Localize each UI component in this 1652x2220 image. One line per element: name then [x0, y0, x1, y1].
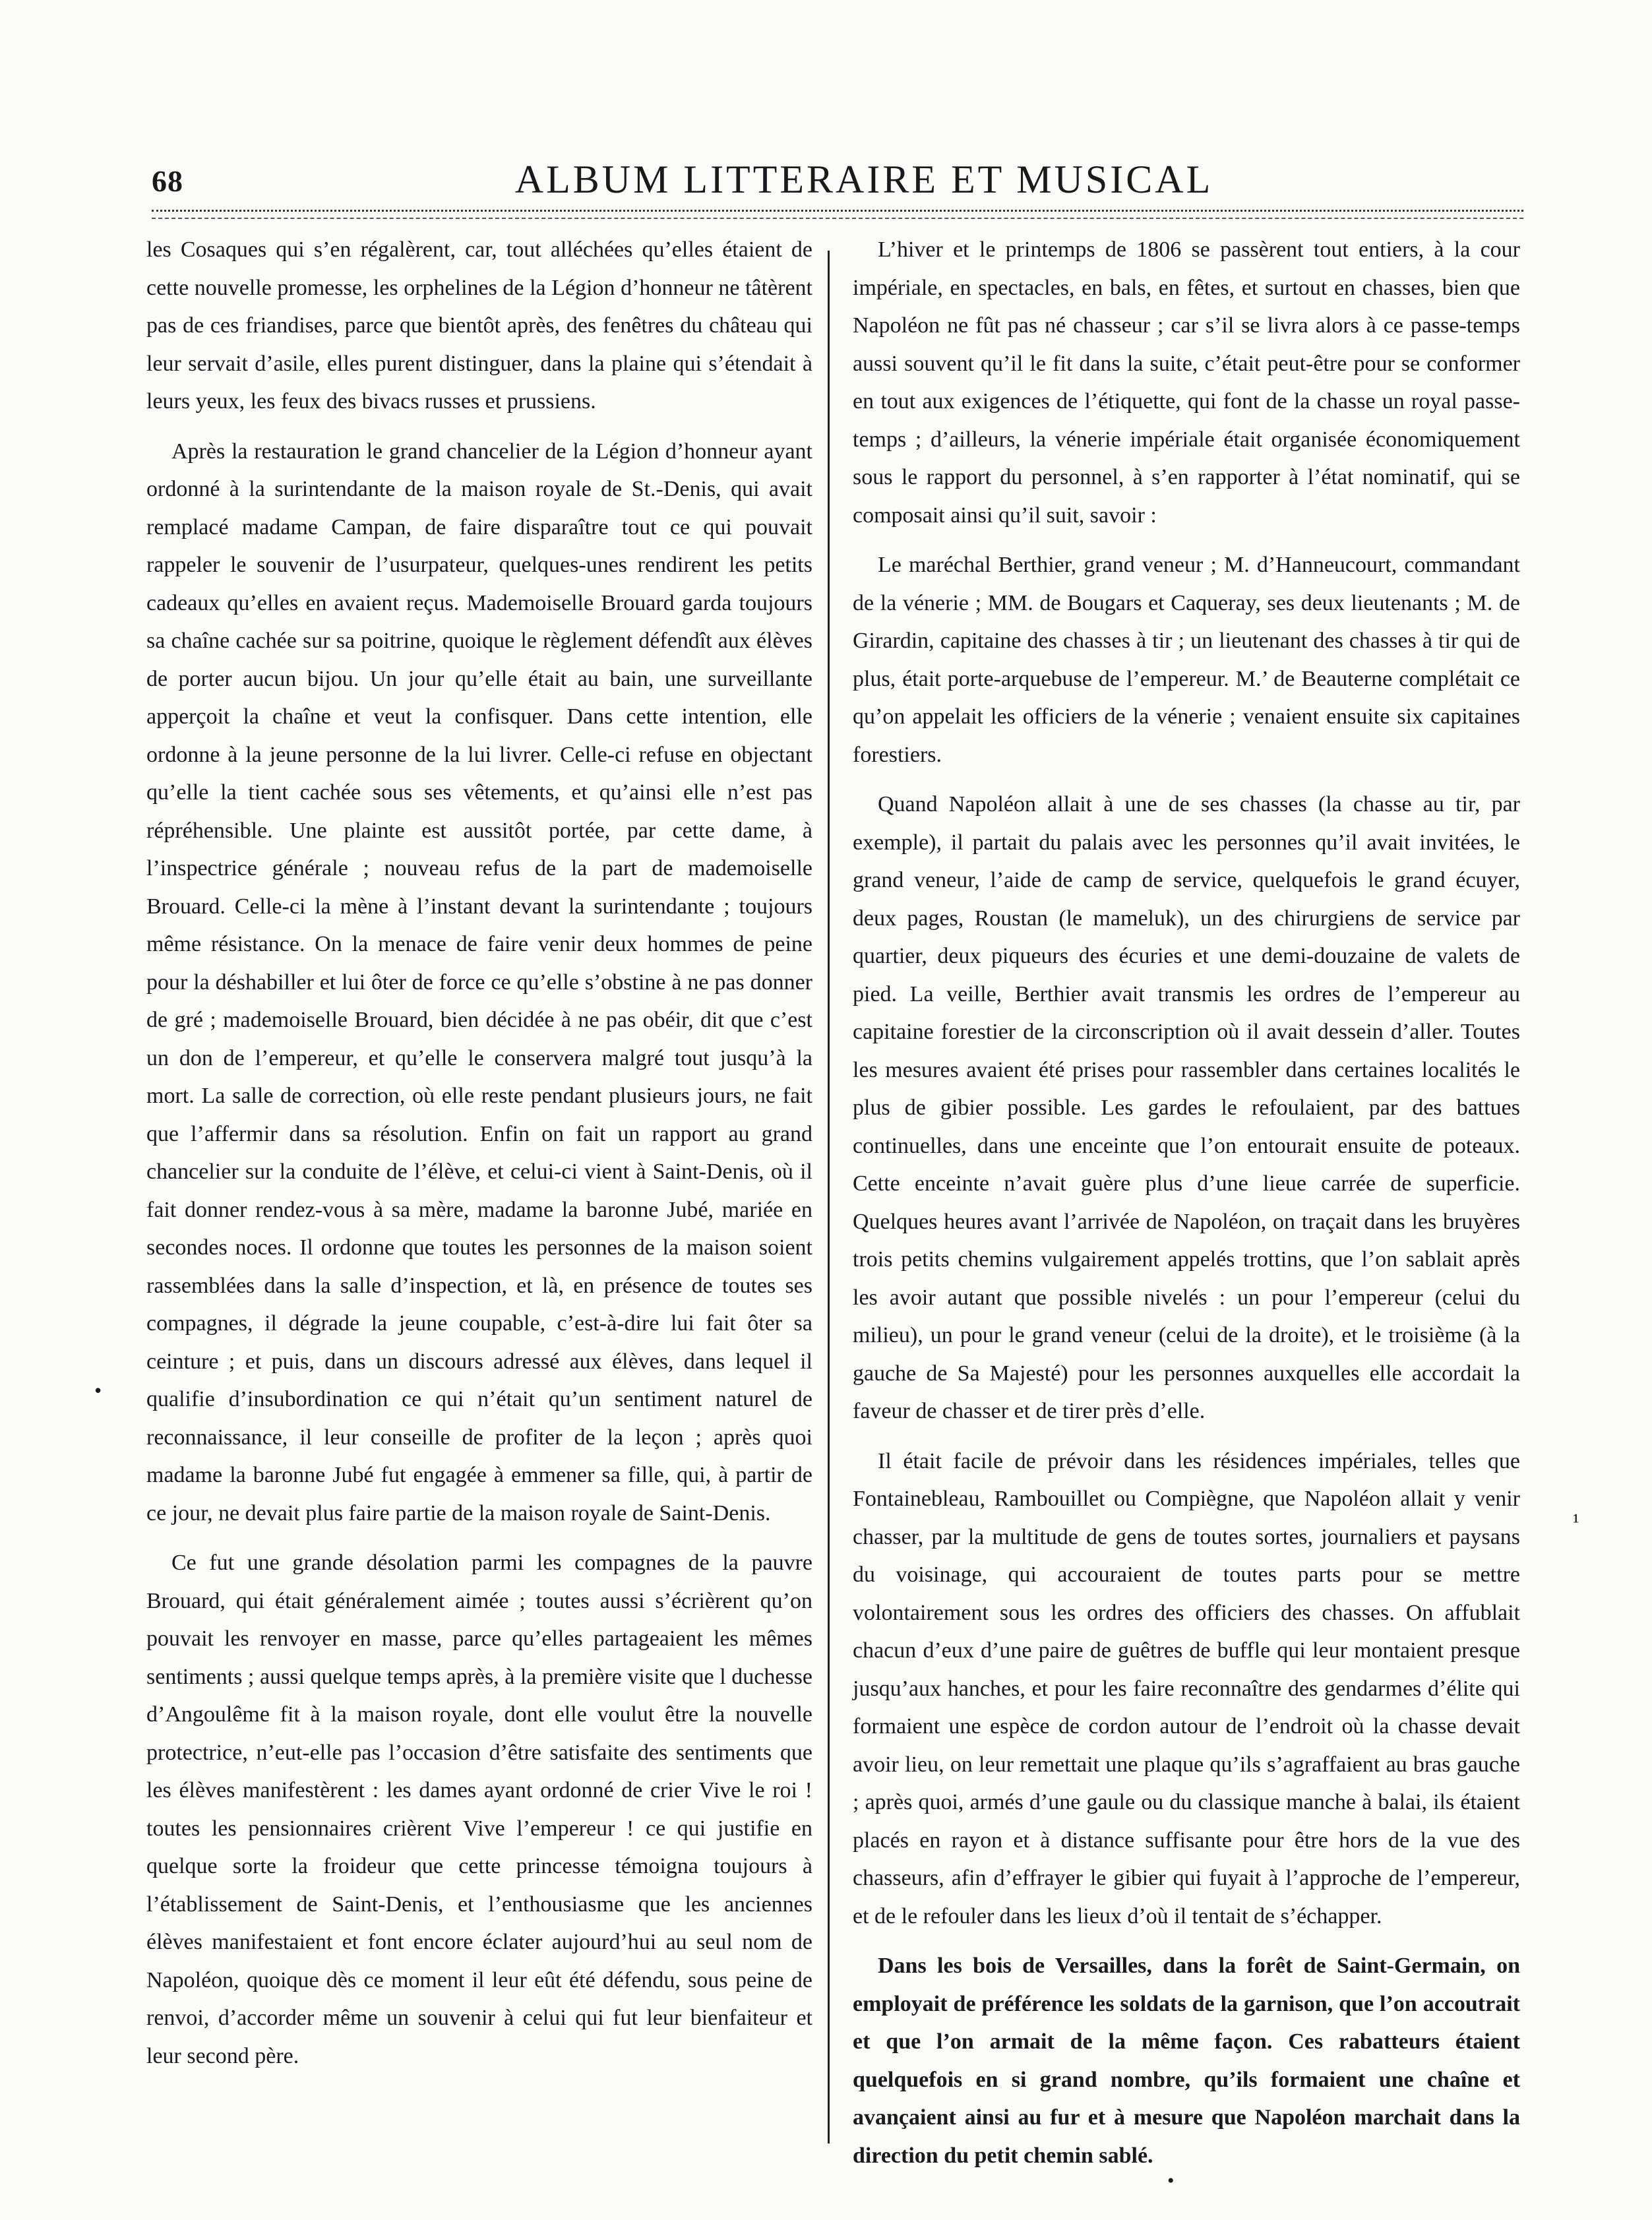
- left-column: [146, 231, 812, 2087]
- stray-mark-right: ¹: [1573, 1509, 1579, 1533]
- page-header: [152, 157, 1523, 210]
- right-paragraph-4: Il était facile de prévoir dans les résidences impériales, telles que Fontainebleau, Rambouillet ou Compiègne, que Napoléon allait y venir chasser, par la multitude de gens de toutes sortes, journaliers et paysans du voisinage, qui accouraient de toutes parts pour se mettre volontairement sous les ordres des officiers des chasses. On affublait chacun d’eux d’une paire de guêtres de buffle qui leur montaient presque jusqu’aux hanches, et pour les faire reconnaître des gendarmes d’élite qui formaient une espèce de cordon autour de l’endroit où la chasse devait avoir lieu, on leur remettait une plaque qu’ils s’agraffaient au bras gauche ; après quoi, armés d’une gaule ou du classique manche à balai, ils étaient placés en rayon et à distance suffisante pour être hors de la vue des chasseurs, afin d’effrayer le gibier qui fuyait à l’approche de l’empereur, et de le refouler dans les lieux d’où il tentait de s’échapper.: [853, 1448, 1520, 1928]
- right-paragraph-3: Quand Napoléon allait à une de ses chasses (la chasse au tir, par exemple), il partait du palais avec les personnes qu’il avait invitées, le grand veneur, l’aide de camp de service, quelquefois le grand écuyer, deux pages, Roustan (le mameluk), un des chirurgiens de service par quartier, deux piqueurs des écuries et une demi-douzaine de valets de pied. La veille, Berthier avait transmis les ordres de l’empereur au capitaine forestier de la circonscription où il avait dessein d’aller. Toutes les mesures avaient été prises pour rassembler dans certaines localités le plus de gibier possible. Les gardes le refoulaient, par des battues continuelles, dans une enceinte que l’on entourait ensuite de poteaux. Cette enceinte n’avait guère plus d’une lieue carrée de superficie. Quelques heures avant l’arrivée de Napoléon, on traçait dans les bruyères trois petits chemins vulgairement appelés trottins, que l’on sablait après les avoir autant que possible nivelés : un pour l’empereur (celui du milieu), un pour le grand veneur (celui de la droite), et le troisième (à la gauche de Sa Majesté) pour les personnes auxquelles elle accordait la faveur de chasser et de tirer près d’elle.: [853, 792, 1520, 1423]
- column-divider: [828, 251, 830, 2143]
- page-number: 68: [152, 164, 183, 198]
- left-paragraph-2: Après la restauration le grand chancelier de la Légion d’honneur ayant ordonné à la surintendante de la maison royale de St.-Denis, qui avait remplacé madame Campan, de faire disparaître tout ce qui pouvait rappeler le souvenir de l’usurpateur, quelques-unes rendirent les petits cadeaux qu’elles en avaient reçus. Mademoiselle Brouard garda toujours sa chaîne cachée sur sa poitrine, quoique le règlement défendît aux élèves de porter aucun bijou. Un jour qu’elle était au bain, une surveillante apperçoit la chaîne et veut la confisquer. Dans cette intention, elle ordonne à la jeune personne de la lui livrer. Celle-ci refuse en objectant qu’elle la tient cachée sous ses vêtements, et qu’ainsi elle n’est pas répréhensible. Une plainte est aussitôt portée, par cette dame, à l’inspectrice générale ; nouveau refus de la part de mademoiselle Brouard. Celle-ci la mène à l’instant devant la surintendante ; toujours même résistance. On la menace de faire venir deux hommes de peine pour la déshabiller et lui ôter de force ce qu’elle s’obstine à ne pas donner de gré ; mademoiselle Brouard, bien décidée à ne pas obéir, dit que c’est un don de l’empereur, et qu’elle le conservera malgré tout jusqu’à la mort. La salle de correction, où elle reste pendant plusieurs jours, ne fait que l’affermir dans sa résolution. Enfin on fait un rapport au grand chancelier sur la conduite de l’élève, et celui-ci vient à Saint-Denis, où il fait donner rendez-vous à sa mère, madame la baronne Jubé, mariée en secondes noces. Il ordonne que toutes les personnes de la maison soient rassemblées dans la salle d’inspection, et là, en présence de toutes ses compagnes, il dégrade la jeune coupable, c’est-à-dire lui fait ôter sa ceinture ; et puis, dans un discours adressé aux élèves, dans lequel il qualifie d’insubordination ce qui n’était qu’un sentiment naturel de reconnaissance, il leur conseille de profiter de la leçon ; après quoi madame la baronne Jubé fut engagée à emmener sa fille, qui, à partir de ce jour, ne devait plus faire partie de la maison royale de Saint-Denis.: [146, 439, 812, 1526]
- right-paragraph-1: L’hiver et le printemps de 1806 se passèrent tout entiers, à la cour impériale, en spectacles, en bals, en fêtes, et surtout en chasses, bien que Napoléon ne fût pas né chasseur ; car s’il se livra alors à ce passe-temps aussi souvent qu’il le fit dans la suite, c’était peut-être pour se conformer en tout aux exigences de l’étiquette, qui font de la chasse un royal passe-temps ; d’ailleurs, la vénerie impériale était organisée économiquement sous le rapport du personnel, à s’en rapporter à l’état nominatif, qui se composait ainsi qu’il suit, savoir :: [853, 237, 1520, 528]
- right-column: [853, 231, 1520, 2186]
- running-title: ALBUM LITTERAIRE ET MUSICAL: [514, 158, 1213, 201]
- left-paragraph-3: Ce fut une grande désolation parmi les compagnes de la pauvre Brouard, qui était généralement aimée ; toutes aussi s’écrièrent qu’on pouvait les renvoyer en masse, parce qu’elles partageaient les mêmes sentiments ; aussi quelque temps après, à la première visite que l duchesse d’Angoulême fit à la maison royale, dont elle voulut être la nouvelle protectrice, n’eut-elle pas l’occasion d’être satisfaite des sentiments que les élèves manifestèrent : les dames ayant ordonné de crier Vive le roi ! toutes les pensionnaires crièrent Vive l’empereur ! ce qui justifie en quelque sorte la froideur que cette princesse témoigna toujours à l’établissement de Saint-Denis, et l’enthousiasme que les anciennes élèves manifestaient et font encore éclater aujourd’hui au seul nom de Napoléon, quoique dès ce moment il leur eût été défendu, sous peine de renvoi, d’accorder même un souvenir à celui qui fut leur bienfaiteur et leur second père.: [146, 1551, 812, 2068]
- left-paragraph-1: les Cosaques qui s’en régalèrent, car, tout alléchées qu’elles étaient de cette nouvelle promesse, les orphelines de la Légion d’honneur ne tâtèrent pas de ces friandises, parce que bientôt après, des fenêtres du château qui leur servait d’asile, elles purent distinguer, dans la plaine qui s’étendait à leurs yeux, les feux des bivacs russes et prussiens.: [146, 237, 812, 414]
- stray-mark-left: •: [94, 1378, 102, 1402]
- bottom-mark: •: [1167, 2170, 1175, 2192]
- right-paragraph-5: Dans les bois de Versailles, dans la forêt de Saint-Germain, on employait de préférence les soldats de la garnison, que l’on accoutrait et que l’on armait de la même façon. Ces rabatteurs étaient quelquefois en si grand nombre, qu’ils formaient une chaîne et avançaient ainsi au fur et à mesure que Napoléon marchait dans la direction du petit chemin sablé.: [853, 1954, 1520, 2168]
- right-paragraph-2: Le maréchal Berthier, grand veneur ; M. d’Hanneucourt, commandant de la vénerie ; MM. de Bougars et Caqueray, ses deux lieutenants ; M. de Girardin, capitaine des chasses à tir ; un lieutenant des chasses à tir qui de plus, était porte-arquebuse de l’empereur. M.’ de Beauterne complétait ce qu’on appelait les officiers de la vénerie ; venaient ensuite six capitaines forestiers.: [853, 553, 1520, 767]
- header-ornamental-rule: [152, 210, 1523, 219]
